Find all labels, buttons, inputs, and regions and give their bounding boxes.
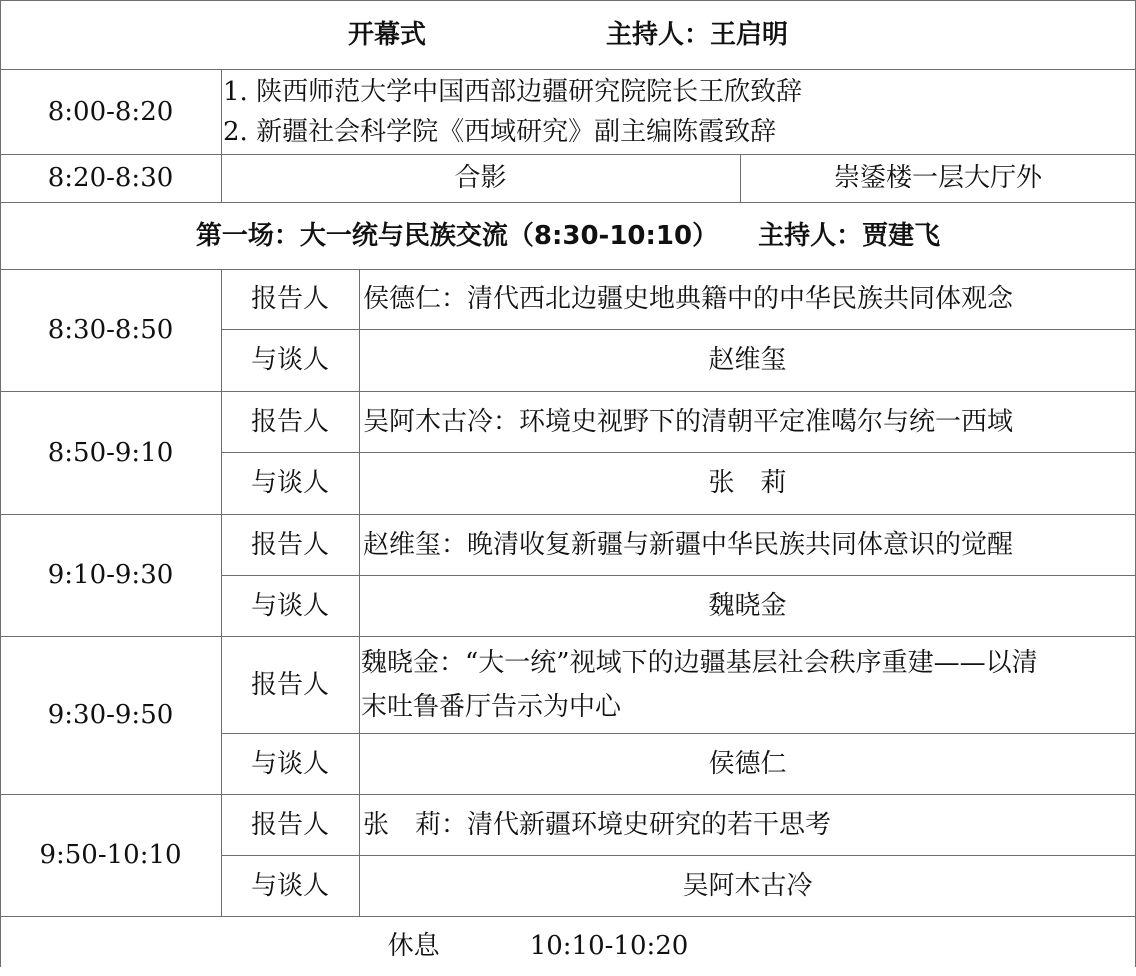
role-label: 报告人 bbox=[250, 809, 329, 840]
opening-header bbox=[0, 0, 1136, 69]
break-time: 10:10-10:20 bbox=[529, 931, 689, 961]
time-cell: 9:50-10:10 bbox=[39, 840, 182, 870]
opening-speeches bbox=[221, 69, 1136, 154]
location-cell: 崇鋈楼一层大厅外 bbox=[833, 163, 1042, 193]
activity-cell: 合影 bbox=[454, 163, 507, 193]
report-title: 赵维玺：晚清收复新疆与新疆中华民族共同体意识的觉醒 bbox=[363, 529, 1014, 560]
discussant-name: 侯德仁 bbox=[708, 748, 787, 779]
role-label: 与谈人 bbox=[250, 468, 329, 498]
report-line: 魏晓金：“大一统”视域下的边疆基层社会秩序重建——以清 bbox=[361, 647, 1038, 678]
report-title bbox=[359, 636, 1136, 733]
speech-item: 1. 陕西师范大学中国西部边疆研究院院长王欣致辞 bbox=[223, 76, 803, 107]
role-label: 报告人 bbox=[250, 669, 329, 700]
discussant-name: 赵维玺 bbox=[708, 345, 787, 375]
role-label: 与谈人 bbox=[250, 748, 329, 779]
time-cell: 8:20-8:30 bbox=[47, 163, 174, 193]
session-host: 主持人：贾建飞 bbox=[758, 220, 941, 251]
time-cell: 8:50-9:10 bbox=[47, 437, 174, 468]
role-label: 与谈人 bbox=[250, 345, 329, 375]
session-title: 第一场：大一统与民族交流（8:30-10:10） bbox=[195, 220, 719, 251]
role-label: 与谈人 bbox=[250, 870, 329, 901]
role-label: 报告人 bbox=[250, 284, 329, 314]
speech-item: 2. 新疆社会科学院《西域研究》副主编陈霞致辞 bbox=[223, 116, 777, 147]
time-cell: 9:10-9:30 bbox=[47, 560, 174, 590]
role-label: 与谈人 bbox=[250, 590, 329, 621]
discussant-name: 张 莉 bbox=[708, 468, 787, 498]
discussant-name: 吴阿木古冷 bbox=[682, 870, 813, 901]
opening-title: 开幕式 bbox=[347, 19, 426, 50]
session-header bbox=[0, 202, 1136, 269]
role-label: 报告人 bbox=[250, 529, 329, 560]
time-cell: 9:30-9:50 bbox=[47, 700, 174, 730]
discussant-name: 魏晓金 bbox=[708, 590, 787, 621]
report-title: 张 莉：清代新疆环境史研究的若干思考 bbox=[363, 809, 832, 840]
role-label: 报告人 bbox=[250, 406, 329, 437]
report-line: 末吐鲁番厅告示为中心 bbox=[361, 691, 622, 722]
report-title: 侯德仁：清代西北边疆史地典籍中的中华民族共同体观念 bbox=[363, 284, 1014, 314]
break-row bbox=[0, 916, 1136, 976]
opening-host: 主持人：王启明 bbox=[606, 19, 789, 50]
report-title: 吴阿木古冷：环境史视野下的清朝平定准噶尔与统一西域 bbox=[363, 406, 1014, 437]
time-cell: 8:30-8:50 bbox=[47, 315, 174, 345]
break-label: 休息 bbox=[387, 931, 440, 961]
time-cell: 8:00-8:20 bbox=[47, 96, 174, 127]
